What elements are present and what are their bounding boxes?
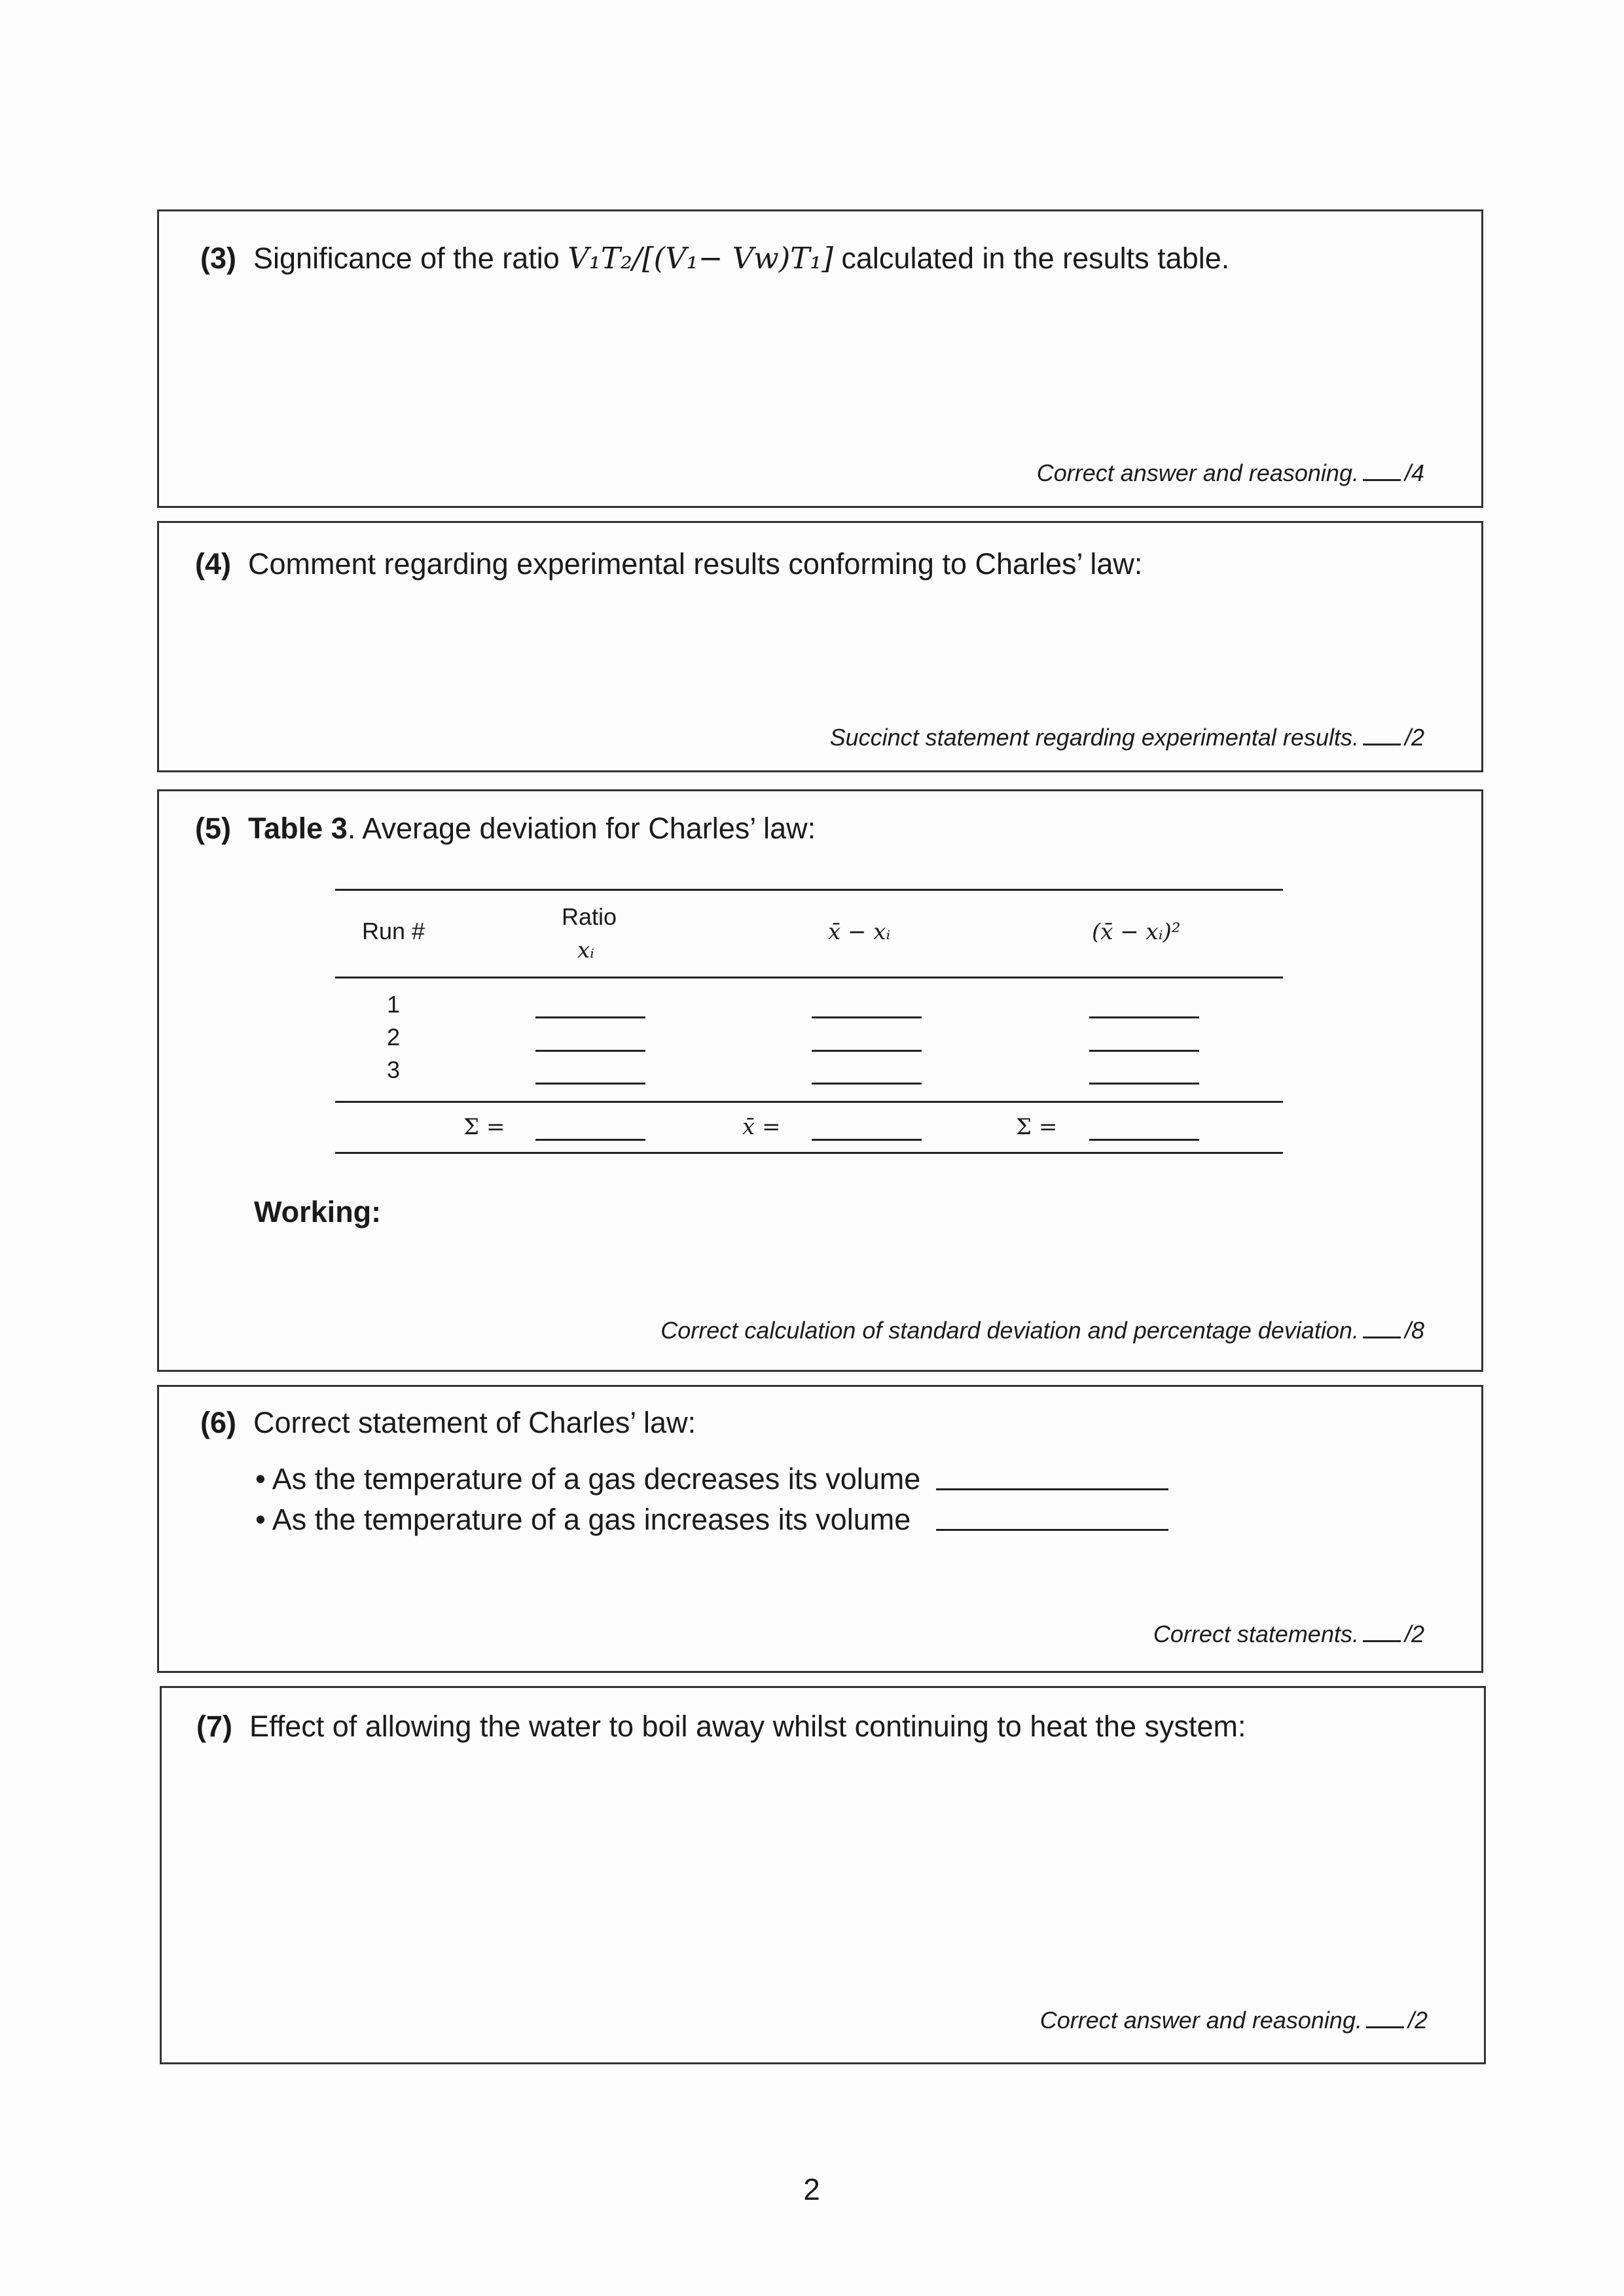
ratio-blank-3[interactable] (535, 1083, 645, 1085)
q7-number: (7) (196, 1710, 232, 1743)
q7-text: Effect of allowing the water to boil away whilst continuing to heat the system: (249, 1710, 1246, 1743)
q3-marks-total: /4 (1404, 459, 1424, 486)
run-1: 1 (387, 991, 401, 1018)
q5-table-label: Table 3 (248, 812, 348, 845)
q7-marks (1040, 2007, 1428, 2034)
table-bottom-rule (335, 1152, 1283, 1154)
q3-marks-blank[interactable] (1363, 478, 1401, 481)
deviation-blank-1[interactable] (812, 1016, 922, 1018)
q6-marks (1153, 1621, 1424, 1648)
deviation-blank-2[interactable] (812, 1050, 922, 1052)
q6-title (200, 1406, 696, 1440)
q6-bullet-2-blank[interactable] (936, 1529, 1168, 1531)
q7-marks-blank[interactable] (1366, 2026, 1404, 2028)
q6-marks-blank[interactable] (1363, 1640, 1401, 1642)
q6-bullet-2: • As the temperature of a gas increases its volume (255, 1503, 911, 1536)
q7-marks-total: /2 (1407, 2007, 1428, 2034)
q6-number: (6) (200, 1406, 236, 1439)
q5-marks-blank[interactable] (1363, 1336, 1401, 1338)
q7-title (196, 1710, 1246, 1744)
table-header-rule (335, 977, 1283, 978)
q4-marks-blank[interactable] (1363, 743, 1401, 745)
q6-text: Correct statement of Charles’ law: (253, 1406, 696, 1439)
q5-title (195, 812, 816, 846)
q4-marks-text: Succinct statement regarding experimental results. (829, 724, 1359, 751)
sum-label-1: Σ = (463, 1114, 505, 1140)
page-number: 2 (803, 2172, 820, 2206)
q3-text-before: Significance of the ratio (253, 242, 560, 275)
deviation-sq-blank-1[interactable] (1089, 1016, 1199, 1018)
q5-marks-total: /8 (1404, 1317, 1424, 1344)
ratio-blank-2[interactable] (535, 1050, 645, 1052)
q6-marks-total: /2 (1404, 1621, 1424, 1647)
mean-blank[interactable] (812, 1139, 922, 1141)
mean-label: x̄ = (742, 1114, 781, 1140)
deviation-blank-3[interactable] (812, 1083, 922, 1085)
q5-marks-text: Correct calculation of standard deviation and percentage deviation. (660, 1317, 1359, 1344)
q3-marks-text: Correct answer and reasoning. (1036, 459, 1359, 486)
ratio-blank-1[interactable] (535, 1016, 645, 1018)
table-sum-rule (335, 1101, 1283, 1103)
q4-marks (830, 724, 1424, 751)
q5-text: . Average deviation for Charles’ law: (347, 812, 816, 845)
q4-marks-total: /2 (1404, 724, 1424, 751)
deviation-sq-blank-2[interactable] (1089, 1050, 1199, 1052)
q7-marks-text: Correct answer and reasoning. (1039, 2007, 1362, 2034)
q6-bullet-1-blank[interactable] (936, 1488, 1168, 1490)
header-ratio: Ratio (562, 903, 617, 930)
sum-deviation-sq-blank[interactable] (1089, 1139, 1199, 1141)
header-deviation-squared: (x̄ − xᵢ)² (1092, 919, 1181, 945)
q3-marks (1037, 459, 1424, 487)
deviation-sq-blank-3[interactable] (1089, 1083, 1199, 1085)
run-3: 3 (387, 1056, 401, 1083)
sum-ratio-blank[interactable] (535, 1139, 645, 1141)
q4-title (195, 547, 1142, 581)
sum-label-2: Σ = (1016, 1114, 1058, 1140)
q3-text-after: calculated in the results table. (841, 242, 1230, 275)
q6-bullet-1: • As the temperature of a gas decreases its volume (255, 1462, 921, 1496)
q4-text: Comment regarding experimental results conforming to Charles’ law: (248, 547, 1143, 581)
header-deviation: x̄ − xᵢ (828, 919, 891, 945)
q6-marks-text: Correct statements. (1153, 1621, 1359, 1647)
q5-number: (5) (195, 812, 231, 845)
header-run: Run # (362, 918, 425, 944)
q5-box (157, 789, 1483, 1372)
q3-number: (3) (200, 242, 236, 275)
q3-formula: V₁T₂/[(V₁− Vw)T₁] (568, 241, 833, 276)
run-2: 2 (387, 1024, 401, 1050)
q5-marks (660, 1317, 1424, 1344)
q4-number: (4) (195, 547, 231, 581)
table-top-rule (335, 889, 1283, 891)
header-ratio-symbol: xᵢ (577, 937, 595, 963)
q3-title (200, 241, 1229, 276)
working-label: Working: (254, 1195, 382, 1229)
